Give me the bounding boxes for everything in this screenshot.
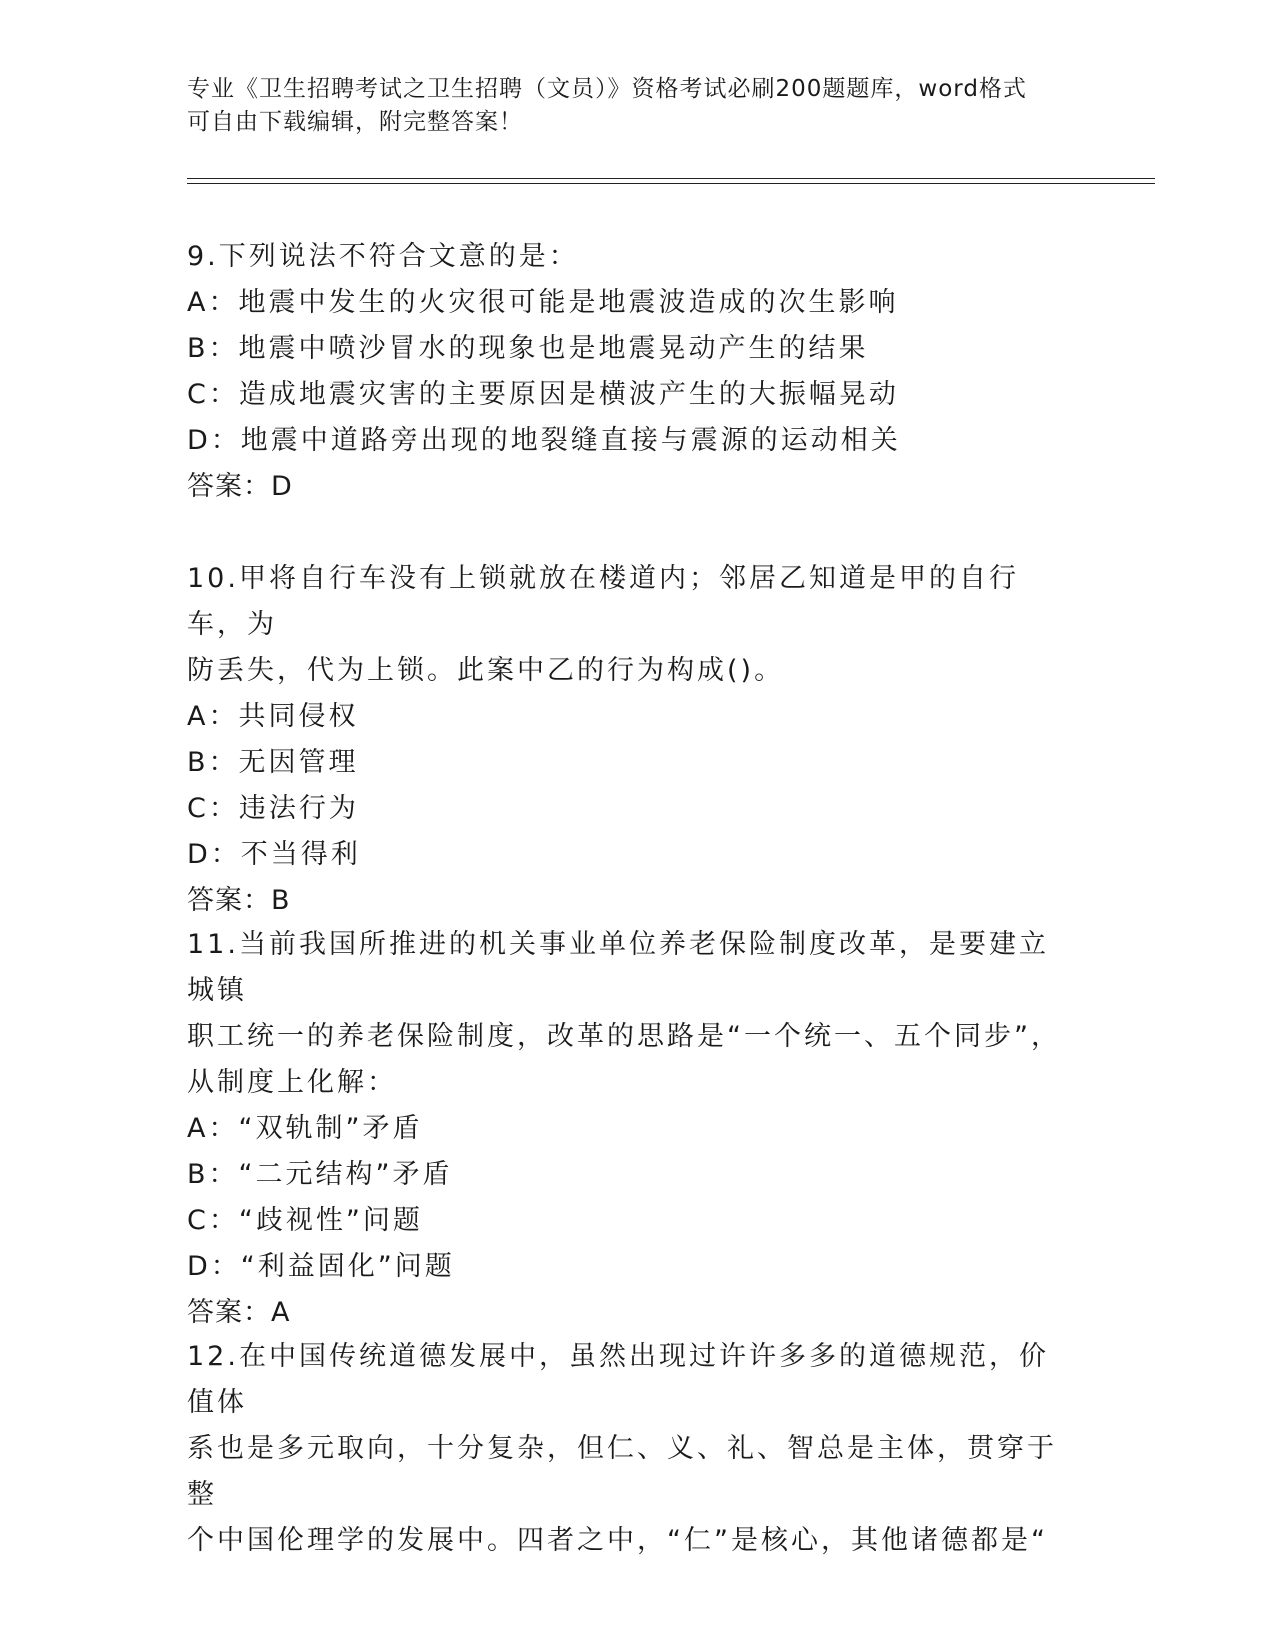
question-stem: 防丢失，代为上锁。此案中乙的行为构成()。 xyxy=(187,655,785,686)
header-divider-bottom xyxy=(187,183,1155,184)
option-b: B：地震中喷沙冒水的现象也是地震晃动产生的结果 xyxy=(187,333,869,364)
option-c: C：造成地震灾害的主要原因是横波产生的大振幅晃动 xyxy=(187,379,899,410)
question-11 xyxy=(187,922,1077,1336)
question-stem: 9.下列说法不符合文意的是： xyxy=(187,241,579,272)
question-12 xyxy=(187,1334,1077,1564)
question-stem: 个中国伦理学的发展中。四者之中，“仁”是核心，其他诸德都是“ xyxy=(187,1525,1048,1556)
question-10 xyxy=(187,556,1077,924)
answer-line: 答案：B xyxy=(187,885,291,916)
option-b: B：“二元结构”矛盾 xyxy=(187,1159,453,1190)
option-d: D：不当得利 xyxy=(187,839,361,870)
question-stem: 11.当前我国所推进的机关事业单位养老保险制度改革，是要建立城镇 xyxy=(187,929,1049,1006)
option-c: C：“歧视性”问题 xyxy=(187,1205,423,1236)
document-header xyxy=(187,73,1067,139)
option-b: B：无因管理 xyxy=(187,747,359,778)
header-line-2: 可自由下载编辑，附完整答案！ xyxy=(187,109,523,135)
header-divider-top xyxy=(187,178,1155,179)
option-c: C：违法行为 xyxy=(187,793,359,824)
header-line-1: 专业《卫生招聘考试之卫生招聘（文员）》资格考试必刷200题题库，word格式 xyxy=(187,76,1027,102)
option-d: D：“利益固化”问题 xyxy=(187,1251,455,1282)
question-stem: 12.在中国传统道德发展中，虽然出现过许许多多的道德规范，价值体 xyxy=(187,1341,1049,1418)
question-stem: 从制度上化解： xyxy=(187,1067,397,1098)
option-a: A：共同侵权 xyxy=(187,701,359,732)
question-stem: 系也是多元取向，十分复杂，但仁、义、礼、智总是主体，贯穿于整 xyxy=(187,1433,1057,1510)
question-stem: 10.甲将自行车没有上锁就放在楼道内；邻居乙知道是甲的自行车，为 xyxy=(187,563,1019,640)
option-a: A：地震中发生的火灾很可能是地震波造成的次生影响 xyxy=(187,287,899,318)
option-a: A：“双轨制”矛盾 xyxy=(187,1113,423,1144)
answer-line: 答案：D xyxy=(187,471,293,502)
answer-line: 答案：A xyxy=(187,1297,291,1328)
option-d: D：地震中道路旁出现的地裂缝直接与震源的运动相关 xyxy=(187,425,901,456)
question-stem: 职工统一的养老保险制度，改革的思路是“一个统一、五个同步”， xyxy=(187,1021,1061,1052)
question-9 xyxy=(187,234,1077,510)
